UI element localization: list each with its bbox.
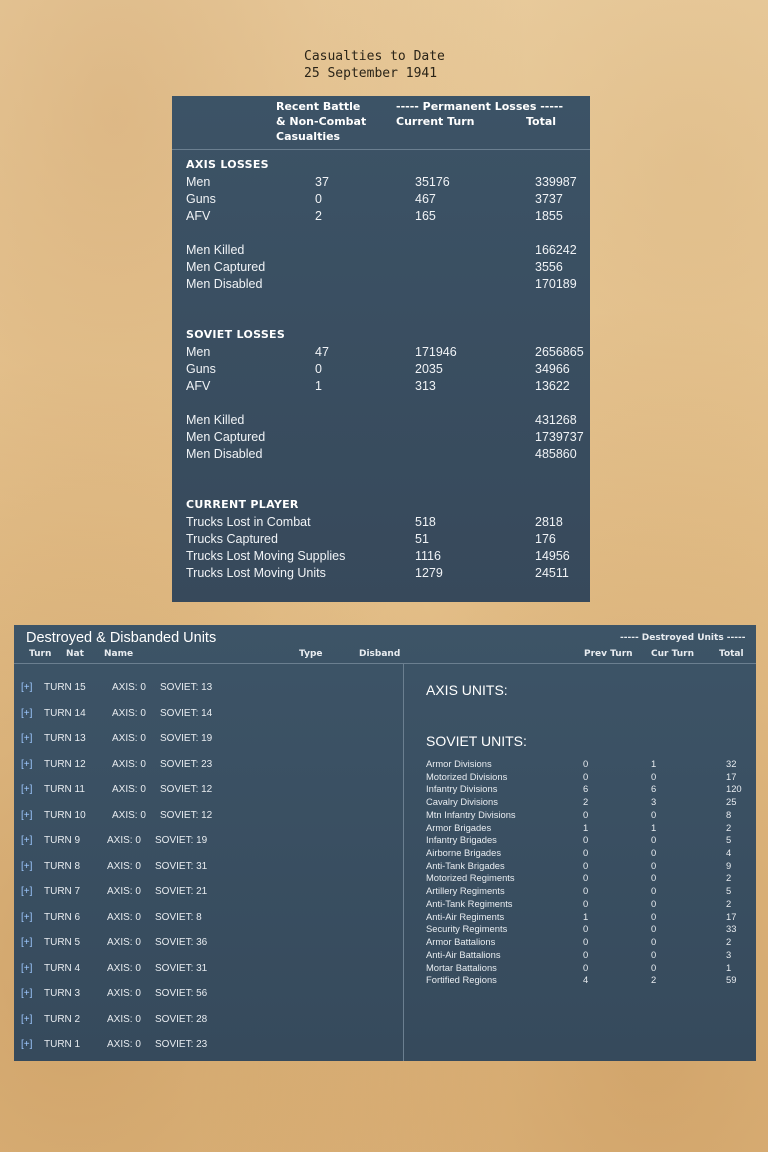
page-title-line1: Casualties to Date bbox=[304, 49, 445, 64]
row-recent: 2 bbox=[315, 209, 322, 223]
soviet-count: SOVIET: 13 bbox=[160, 682, 213, 693]
unit-type-row bbox=[426, 758, 746, 771]
total: 120 bbox=[726, 783, 742, 795]
row-current: 518 bbox=[415, 515, 436, 529]
unit-type-row bbox=[426, 834, 746, 847]
expand-button[interactable]: [+] bbox=[21, 733, 33, 744]
turn-label: TURN 11 bbox=[44, 784, 85, 795]
cur-turn: 1 bbox=[651, 758, 657, 769]
row-label: Trucks Lost Moving Supplies bbox=[186, 549, 346, 563]
soviet-count: SOVIET: 23 bbox=[155, 1039, 208, 1050]
unit-type: Infantry Brigades bbox=[426, 834, 497, 846]
axis-count: AXIS: 0 bbox=[107, 1013, 141, 1025]
axis-count: AXIS: 0 bbox=[107, 988, 141, 999]
total: 9 bbox=[726, 859, 732, 871]
total: 5 bbox=[726, 885, 732, 897]
unit-type: Motorized Regiments bbox=[426, 872, 515, 884]
unit-type: Anti-Air Regiments bbox=[426, 910, 505, 922]
soviet-count: SOVIET: 12 bbox=[160, 809, 213, 821]
row-current: 35176 bbox=[415, 175, 450, 189]
row-label: Men Captured bbox=[186, 430, 266, 444]
turn-label: TURN 3 bbox=[44, 988, 81, 999]
row-label: Men Captured bbox=[186, 260, 266, 274]
unit-type-row bbox=[426, 974, 746, 987]
destroyed-units-title: Destroyed & Disbanded Units bbox=[26, 630, 217, 646]
prev-turn: 6 bbox=[583, 783, 589, 795]
cur-turn: 3 bbox=[651, 796, 657, 808]
prev-turn: 0 bbox=[583, 808, 589, 820]
cur-turn: 0 bbox=[651, 834, 657, 846]
turn-label: TURN 1 bbox=[44, 1039, 81, 1050]
expand-button[interactable]: [+] bbox=[21, 784, 33, 795]
cur-turn: 0 bbox=[651, 910, 657, 922]
turn-label: TURN 10 bbox=[44, 809, 86, 821]
soviet-count: SOVIET: 12 bbox=[160, 784, 213, 795]
total: 1 bbox=[726, 961, 732, 973]
soviet-units-title: SOVIET UNITS: bbox=[426, 733, 527, 749]
col-type[interactable]: Type bbox=[299, 649, 323, 659]
row-label: AFV bbox=[186, 209, 211, 223]
header-divider bbox=[14, 663, 756, 664]
total: 5 bbox=[726, 834, 732, 846]
row-total: 34966 bbox=[535, 362, 570, 376]
player-row-trucks-units bbox=[172, 566, 590, 583]
axis-count: AXIS: 0 bbox=[107, 962, 141, 974]
turn-label: TURN 7 bbox=[44, 886, 81, 897]
axis-count: AXIS: 0 bbox=[107, 911, 141, 923]
row-total: 3737 bbox=[535, 192, 563, 206]
col-cur-turn[interactable]: Cur Turn bbox=[651, 649, 694, 659]
soviet-row-men-killed bbox=[172, 413, 590, 430]
unit-type-row bbox=[426, 949, 746, 962]
axis-row-afv bbox=[172, 209, 590, 226]
prev-turn: 0 bbox=[583, 948, 589, 960]
total: 33 bbox=[726, 923, 737, 935]
expand-button[interactable]: [+] bbox=[21, 835, 33, 846]
row-label: Trucks Captured bbox=[186, 532, 278, 546]
col-name[interactable]: Name bbox=[104, 649, 134, 659]
expand-button[interactable]: [+] bbox=[21, 682, 33, 693]
axis-count: AXIS: 0 bbox=[107, 835, 141, 846]
row-current: 2035 bbox=[415, 362, 443, 376]
row-total: 2818 bbox=[535, 515, 563, 529]
unit-type-row bbox=[426, 872, 746, 885]
soviet-row-men bbox=[172, 345, 590, 362]
axis-count: AXIS: 0 bbox=[112, 784, 146, 795]
axis-count: AXIS: 0 bbox=[112, 758, 146, 770]
total: 32 bbox=[726, 758, 737, 769]
current-player-title: CURRENT PLAYER bbox=[186, 498, 299, 511]
axis-count: AXIS: 0 bbox=[107, 1039, 141, 1050]
unit-type-row bbox=[426, 911, 746, 924]
turn-label: TURN 12 bbox=[44, 758, 86, 770]
row-current: 1116 bbox=[415, 549, 441, 563]
total: 59 bbox=[726, 974, 737, 986]
row-total: 13622 bbox=[535, 379, 570, 393]
player-row-trucks-combat bbox=[172, 515, 590, 532]
page-title-date: 25 September 1941 bbox=[304, 66, 438, 81]
axis-count: AXIS: 0 bbox=[107, 937, 141, 948]
col-total[interactable]: Total bbox=[719, 649, 744, 659]
row-label: Men bbox=[186, 345, 211, 359]
unit-type: Armor Battalions bbox=[426, 936, 496, 948]
axis-count: AXIS: 0 bbox=[112, 733, 146, 744]
prev-turn: 0 bbox=[583, 923, 589, 935]
prev-turn: 0 bbox=[583, 770, 589, 782]
cur-turn: 6 bbox=[651, 783, 657, 795]
row-label: Guns bbox=[186, 192, 216, 206]
row-recent: 0 bbox=[315, 192, 322, 206]
unit-type-row bbox=[426, 936, 746, 949]
unit-type: Anti-Tank Brigades bbox=[426, 859, 505, 871]
turn-label: TURN 5 bbox=[44, 937, 81, 948]
row-total: 170189 bbox=[535, 277, 577, 291]
expand-button[interactable]: [+] bbox=[21, 707, 33, 719]
prev-turn: 1 bbox=[583, 821, 589, 833]
soviet-count: SOVIET: 28 bbox=[155, 1013, 208, 1025]
page-title bbox=[304, 48, 445, 82]
axis-losses-title: AXIS LOSSES bbox=[186, 158, 269, 171]
total: 2 bbox=[726, 872, 732, 884]
row-total: 2656865 bbox=[535, 345, 584, 359]
unit-type: Motorized Divisions bbox=[426, 770, 508, 782]
row-label: Men Disabled bbox=[186, 277, 263, 291]
unit-type-row bbox=[426, 783, 746, 796]
axis-count: AXIS: 0 bbox=[107, 860, 141, 872]
cur-turn: 0 bbox=[651, 897, 657, 909]
soviet-row-guns bbox=[172, 362, 590, 379]
soviet-row-men-captured bbox=[172, 430, 590, 447]
col-prev-turn[interactable]: Prev Turn bbox=[584, 649, 633, 659]
expand-button[interactable]: [+] bbox=[21, 911, 33, 923]
axis-row-guns bbox=[172, 192, 590, 209]
unit-type-row bbox=[426, 796, 746, 809]
turn-label: TURN 2 bbox=[44, 1013, 81, 1025]
total: 2 bbox=[726, 821, 732, 833]
soviet-count: SOVIET: 8 bbox=[155, 911, 202, 923]
casualties-header bbox=[172, 96, 590, 150]
cur-turn: 0 bbox=[651, 847, 657, 859]
unit-type-row bbox=[426, 962, 746, 975]
total: 3 bbox=[726, 948, 732, 960]
prev-turn: 0 bbox=[583, 834, 589, 846]
turn-label: TURN 14 bbox=[44, 707, 86, 719]
prev-turn: 4 bbox=[583, 974, 589, 986]
expand-button[interactable]: [+] bbox=[21, 988, 33, 999]
col-current-turn: Current Turn bbox=[396, 115, 475, 128]
cur-turn: 0 bbox=[651, 936, 657, 948]
total: 25 bbox=[726, 796, 737, 808]
expand-button[interactable]: [+] bbox=[21, 1013, 33, 1025]
total: 4 bbox=[726, 847, 732, 859]
col-turn[interactable]: Turn bbox=[29, 649, 52, 659]
expand-button[interactable]: [+] bbox=[21, 1039, 33, 1050]
prev-turn: 0 bbox=[583, 859, 589, 871]
cur-turn: 0 bbox=[651, 948, 657, 960]
axis-row-men-captured bbox=[172, 260, 590, 277]
unit-type: Airborne Brigades bbox=[426, 847, 502, 859]
expand-button[interactable]: [+] bbox=[21, 937, 33, 948]
unit-type: Armor Divisions bbox=[426, 758, 492, 769]
casualties-panel bbox=[172, 96, 590, 602]
soviet-row-men-disabled bbox=[172, 447, 590, 464]
axis-row-men bbox=[172, 175, 590, 192]
expand-button[interactable]: [+] bbox=[21, 758, 33, 770]
cur-turn: 0 bbox=[651, 961, 657, 973]
soviet-count: SOVIET: 36 bbox=[155, 937, 208, 948]
prev-turn: 0 bbox=[583, 885, 589, 897]
total: 17 bbox=[726, 770, 737, 782]
turn-label: TURN 8 bbox=[44, 860, 81, 872]
row-current: 171946 bbox=[415, 345, 457, 359]
col-recent-line2: & Non-Combat bbox=[276, 115, 367, 128]
axis-row-men-killed bbox=[172, 243, 590, 260]
unit-type: Artillery Regiments bbox=[426, 885, 505, 897]
unit-type-row bbox=[426, 809, 746, 822]
col-disband[interactable]: Disband bbox=[359, 649, 401, 659]
prev-turn: 0 bbox=[583, 847, 589, 859]
unit-type-row bbox=[426, 860, 746, 873]
col-total: Total bbox=[526, 115, 557, 128]
expand-button[interactable]: [+] bbox=[21, 809, 33, 821]
row-current: 467 bbox=[415, 192, 436, 206]
total: 8 bbox=[726, 808, 732, 820]
soviet-count: SOVIET: 56 bbox=[155, 988, 208, 999]
row-label: Guns bbox=[186, 362, 216, 376]
cur-turn: 2 bbox=[651, 974, 657, 986]
turn-label: TURN 15 bbox=[44, 682, 86, 693]
prev-turn: 2 bbox=[583, 796, 589, 808]
unit-type: Cavalry Divisions bbox=[426, 796, 498, 808]
cur-turn: 0 bbox=[651, 885, 657, 897]
row-current: 165 bbox=[415, 209, 436, 223]
cur-turn: 0 bbox=[651, 859, 657, 871]
row-total: 485860 bbox=[535, 447, 577, 461]
expand-button[interactable]: [+] bbox=[21, 860, 33, 872]
turn-label: TURN 4 bbox=[44, 962, 81, 974]
prev-turn: 0 bbox=[583, 758, 589, 769]
soviet-count: SOVIET: 19 bbox=[155, 835, 208, 846]
row-current: 313 bbox=[415, 379, 436, 393]
axis-count: AXIS: 0 bbox=[112, 707, 146, 719]
turn-label: TURN 9 bbox=[44, 835, 81, 846]
prev-turn: 0 bbox=[583, 872, 589, 884]
row-label: Men bbox=[186, 175, 211, 189]
unit-type-row bbox=[426, 822, 746, 835]
cur-turn: 0 bbox=[651, 872, 657, 884]
unit-type: Anti-Tank Regiments bbox=[426, 897, 513, 909]
unit-type: Anti-Air Battalions bbox=[426, 948, 501, 960]
soviet-row-afv bbox=[172, 379, 590, 396]
unit-type: Mortar Battalions bbox=[426, 961, 497, 973]
cur-turn: 0 bbox=[651, 770, 657, 782]
total: 17 bbox=[726, 910, 737, 922]
prev-turn: 0 bbox=[583, 936, 589, 948]
prev-turn: 0 bbox=[583, 961, 589, 973]
axis-count: AXIS: 0 bbox=[107, 886, 141, 897]
soviet-count: SOVIET: 31 bbox=[155, 860, 208, 872]
row-total: 166242 bbox=[535, 243, 577, 257]
unit-type: Infantry Divisions bbox=[426, 783, 498, 795]
turn-label: TURN 13 bbox=[44, 733, 86, 744]
col-permanent-losses: ----- Permanent Losses ----- bbox=[396, 100, 564, 113]
expand-button[interactable]: [+] bbox=[21, 886, 33, 897]
row-label: Men Killed bbox=[186, 413, 245, 427]
unit-type: Fortified Regions bbox=[426, 974, 497, 986]
unit-type-row bbox=[426, 923, 746, 936]
soviet-count: SOVIET: 19 bbox=[160, 733, 213, 744]
player-row-trucks-supplies bbox=[172, 549, 590, 566]
unit-type-row bbox=[426, 898, 746, 911]
unit-type: Security Regiments bbox=[426, 923, 508, 935]
row-total: 431268 bbox=[535, 413, 577, 427]
soviet-count: SOVIET: 21 bbox=[155, 886, 208, 897]
axis-count: AXIS: 0 bbox=[112, 682, 146, 693]
unit-type-row bbox=[426, 847, 746, 860]
unit-type: Armor Brigades bbox=[426, 821, 492, 833]
row-total: 14956 bbox=[535, 549, 570, 563]
player-row-trucks-captured bbox=[172, 532, 590, 549]
prev-turn: 1 bbox=[583, 910, 589, 922]
axis-row-men-disabled bbox=[172, 277, 590, 294]
cur-turn: 1 bbox=[651, 821, 657, 833]
col-recent-line3: Casualties bbox=[276, 130, 341, 143]
prev-turn: 0 bbox=[583, 897, 589, 909]
destroyed-units-panel bbox=[14, 625, 756, 1061]
row-label: Men Killed bbox=[186, 243, 245, 257]
row-total: 3556 bbox=[535, 260, 563, 274]
row-current: 1279 bbox=[415, 566, 443, 580]
row-total: 1855 bbox=[535, 209, 563, 223]
col-recent-line1: Recent Battle bbox=[276, 100, 361, 113]
turn-label: TURN 6 bbox=[44, 911, 81, 923]
destroyed-units-subheader: ----- Destroyed Units ----- bbox=[620, 633, 746, 643]
row-label: Trucks Lost in Combat bbox=[186, 515, 311, 529]
row-recent: 47 bbox=[315, 345, 329, 359]
row-total: 339987 bbox=[535, 175, 577, 189]
row-label: Men Disabled bbox=[186, 447, 263, 461]
unit-type: Mtn Infantry Divisions bbox=[426, 808, 516, 820]
cur-turn: 0 bbox=[651, 923, 657, 935]
row-recent: 0 bbox=[315, 362, 322, 376]
expand-button[interactable]: [+] bbox=[21, 962, 33, 974]
row-label: AFV bbox=[186, 379, 211, 393]
row-total: 1739737 bbox=[535, 430, 584, 444]
row-total: 176 bbox=[535, 532, 556, 546]
total: 2 bbox=[726, 936, 732, 948]
unit-type-row bbox=[426, 885, 746, 898]
row-recent: 37 bbox=[315, 175, 329, 189]
soviet-losses-title: SOVIET LOSSES bbox=[186, 328, 286, 341]
row-total: 24511 bbox=[535, 566, 569, 580]
cur-turn: 0 bbox=[651, 808, 657, 820]
row-recent: 1 bbox=[315, 379, 322, 393]
unit-type-row bbox=[426, 771, 746, 784]
total: 2 bbox=[726, 897, 732, 909]
soviet-count: SOVIET: 23 bbox=[160, 758, 213, 770]
column-divider bbox=[403, 664, 404, 1061]
soviet-count: SOVIET: 31 bbox=[155, 962, 208, 974]
axis-count: AXIS: 0 bbox=[112, 809, 146, 821]
soviet-count: SOVIET: 14 bbox=[160, 707, 213, 719]
axis-units-title: AXIS UNITS: bbox=[426, 682, 508, 698]
row-label: Trucks Lost Moving Units bbox=[186, 566, 326, 580]
col-nat[interactable]: Nat bbox=[66, 649, 84, 659]
row-current: 51 bbox=[415, 532, 429, 546]
